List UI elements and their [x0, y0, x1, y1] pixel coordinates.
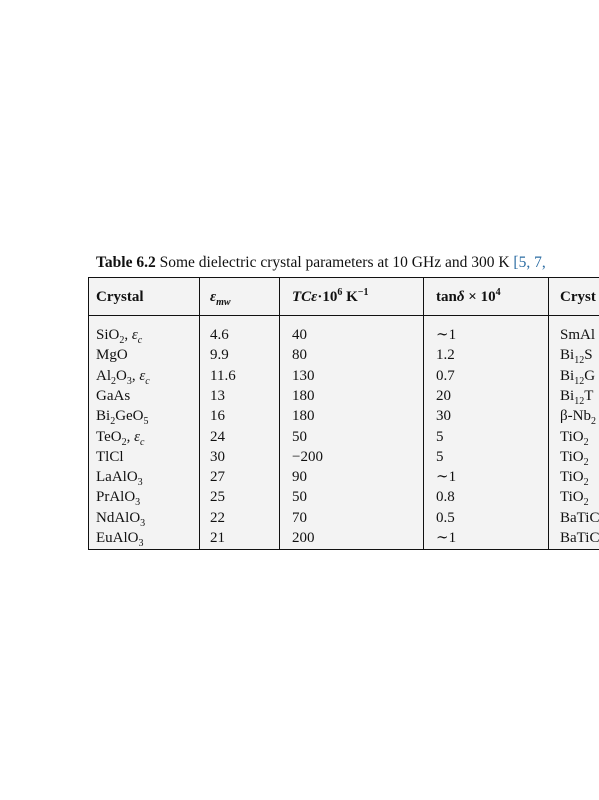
- column-divider: [199, 278, 200, 549]
- table-caption: [96, 253, 546, 273]
- cell-crystal: NdAlO$_3$: [96, 509, 146, 529]
- cell-emw: 16: [210, 408, 225, 425]
- table-references[interactable]: [5, 7,: [513, 254, 546, 271]
- cell-tan: 5: [436, 428, 444, 445]
- column-divider: [548, 278, 549, 549]
- cell-tan: 0.7: [436, 367, 455, 384]
- cell-tce: 50: [292, 489, 307, 506]
- header-crystal: Crystal: [96, 289, 144, 305]
- cell-emw: 11.6: [210, 367, 236, 384]
- cell-emw: 9.9: [210, 347, 229, 364]
- cell-tan: ∼1: [436, 530, 457, 546]
- cell-crystal-right: TiO$_2$: [560, 428, 589, 448]
- cell-crystal: MgO: [96, 347, 128, 364]
- cell-tan: 1.2: [436, 347, 455, 364]
- header-crystal-right: Cryst: [560, 289, 596, 305]
- cell-tan: 20: [436, 387, 451, 404]
- cell-tce: 130: [292, 367, 315, 384]
- cell-crystal: SiO$_2$, $\varepsilon_c$: [96, 327, 143, 346]
- cell-tce: 180: [292, 408, 315, 425]
- cell-tan: 5: [436, 448, 444, 465]
- header-tan: $\tan\delta \times 10^4$: [436, 287, 501, 305]
- cell-emw: 13: [210, 387, 225, 404]
- cell-emw: 21: [210, 530, 225, 546]
- dielectric-crystal-table: [88, 277, 599, 550]
- cell-crystal-right: TiO$_2$: [560, 448, 589, 468]
- header-emw: $\varepsilon_{mw}$: [210, 289, 231, 308]
- cell-crystal: PrAlO$_3$: [96, 489, 141, 509]
- cell-emw: 30: [210, 448, 225, 465]
- column-divider: [423, 278, 424, 549]
- cell-crystal: TlCl: [96, 448, 124, 465]
- header-tce: $TC\varepsilon\cdot 10^6$ $K^{-1}$: [292, 287, 369, 305]
- table-label: Table 6.2: [96, 254, 156, 271]
- cell-tan: ∼1: [436, 327, 457, 343]
- cell-tan: ∼1: [436, 469, 457, 486]
- cell-tce: 90: [292, 469, 307, 486]
- cell-tce: 70: [292, 509, 307, 526]
- cell-crystal-right: $Bi_{12}G$: [560, 367, 596, 387]
- cell-emw: 25: [210, 489, 225, 506]
- cell-tce: −200: [292, 448, 323, 465]
- cell-crystal-right: TiO$_2$: [560, 489, 589, 509]
- cell-tce: 180: [292, 387, 315, 404]
- cell-tan: 0.5: [436, 509, 455, 526]
- cell-crystal: $Al_2O_3$, $\varepsilon_c$: [96, 367, 150, 387]
- cell-crystal-right: BaTiC: [560, 509, 599, 526]
- cell-crystal: GaAs: [96, 387, 131, 404]
- cell-crystal-right: BaTiC: [560, 530, 599, 546]
- cell-tce: 80: [292, 347, 307, 364]
- cell-crystal: EuAlO$_3$: [96, 530, 144, 549]
- cell-tan: 0.8: [436, 489, 455, 506]
- cell-tce: 200: [292, 530, 315, 546]
- cell-tce: 40: [292, 327, 307, 343]
- cell-emw: 22: [210, 509, 225, 526]
- cell-crystal-right: SmAl: [560, 327, 596, 343]
- cell-crystal: LaAlO$_3$: [96, 469, 143, 489]
- cell-crystal-right: $Bi_{12}S$: [560, 347, 593, 367]
- cell-emw: 27: [210, 469, 225, 486]
- column-divider: [279, 278, 280, 549]
- cell-tan: 30: [436, 408, 451, 425]
- table-title: Some dielectric crystal parameters at 10 GHz and 300 K: [159, 254, 510, 271]
- cell-crystal-right: $\beta-Nb_2$: [560, 408, 596, 428]
- cell-crystal: TeO$_2$, $\varepsilon_c$: [96, 428, 145, 448]
- cell-emw: 4.6: [210, 327, 229, 343]
- cell-crystal-right: TiO$_2$: [560, 469, 589, 489]
- cell-emw: 24: [210, 428, 225, 445]
- cell-tce: 50: [292, 428, 307, 445]
- cell-crystal-right: $Bi_{12}T$: [560, 387, 594, 407]
- cell-crystal: $Bi_2GeO_5$: [96, 408, 149, 428]
